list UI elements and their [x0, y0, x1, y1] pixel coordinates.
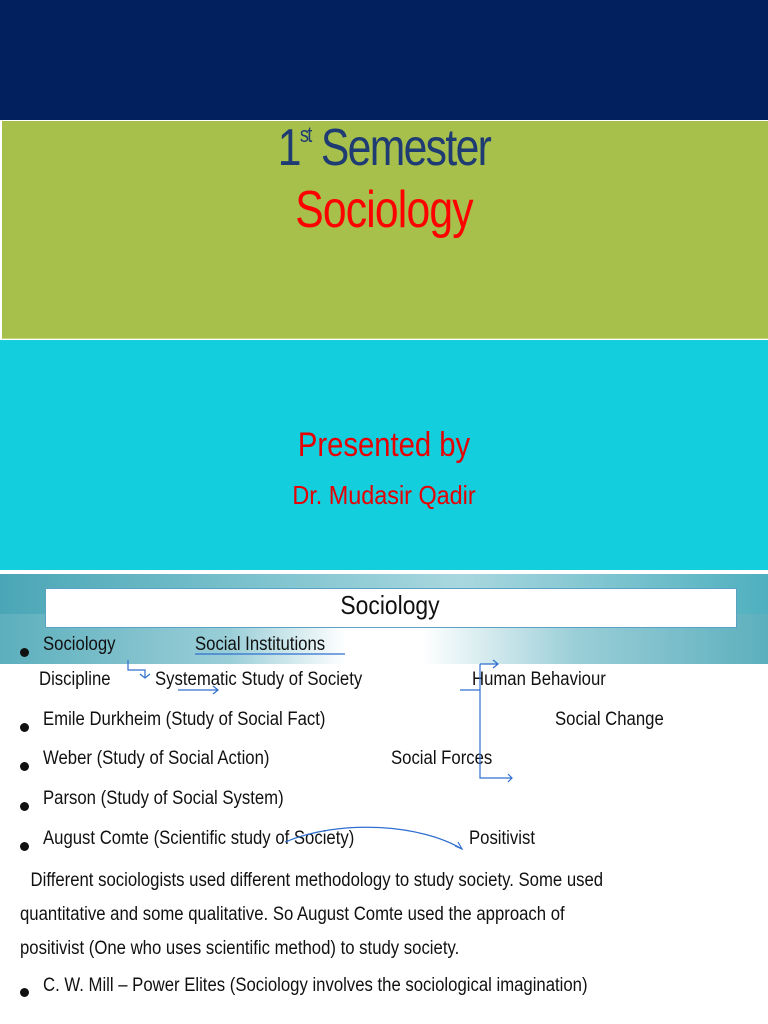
- annotation-ink: [0, 574, 768, 1024]
- text-positivist: Positivist: [469, 828, 535, 849]
- top-header-bar: [0, 0, 768, 120]
- course-subtitle: Sociology: [295, 181, 473, 239]
- title-superscript: st: [299, 122, 311, 147]
- title-number: 1: [277, 119, 300, 177]
- text-social-change: Social Change: [555, 709, 664, 730]
- content-slide: [0, 574, 768, 1024]
- paragraph-line-2: quantitative and some qualitative. So August Comte used the approach of: [20, 904, 565, 925]
- text-sociology: Sociology: [43, 634, 116, 655]
- text-parson: Parson (Study of Social System): [43, 788, 284, 809]
- title-word: Semester: [320, 119, 491, 177]
- text-human-behaviour: Human Behaviour: [472, 669, 606, 690]
- bracket-line: [480, 664, 512, 778]
- semester-title: [69, 118, 699, 178]
- text-comte: August Comte (Scientific study of Society): [43, 828, 355, 849]
- paragraph-line-3: positivist (One who uses scientific method) to study society.: [20, 938, 460, 959]
- text-systematic-study: Systematic Study of Society: [155, 669, 363, 690]
- text-weber: Weber (Study of Social Action): [43, 748, 270, 769]
- text-social-forces: Social Forces: [391, 748, 493, 769]
- text-discipline: Discipline: [39, 669, 111, 690]
- text-social-institutions: Social Institutions: [195, 634, 326, 655]
- curve-arrow: [285, 827, 462, 849]
- presented-by-label: Presented by: [297, 426, 471, 464]
- text-cw-mill: C. W. Mill – Power Elites (Sociology involves the sociological imagination): [43, 975, 588, 996]
- presenter-name: Dr. Mudasir Qadir: [292, 480, 476, 510]
- paragraph-line-1: Different sociologists used different methodology to study society. Some used: [30, 870, 604, 891]
- text-durkheim: Emile Durkheim (Study of Social Fact): [43, 709, 326, 730]
- slide-title: Sociology: [340, 590, 440, 620]
